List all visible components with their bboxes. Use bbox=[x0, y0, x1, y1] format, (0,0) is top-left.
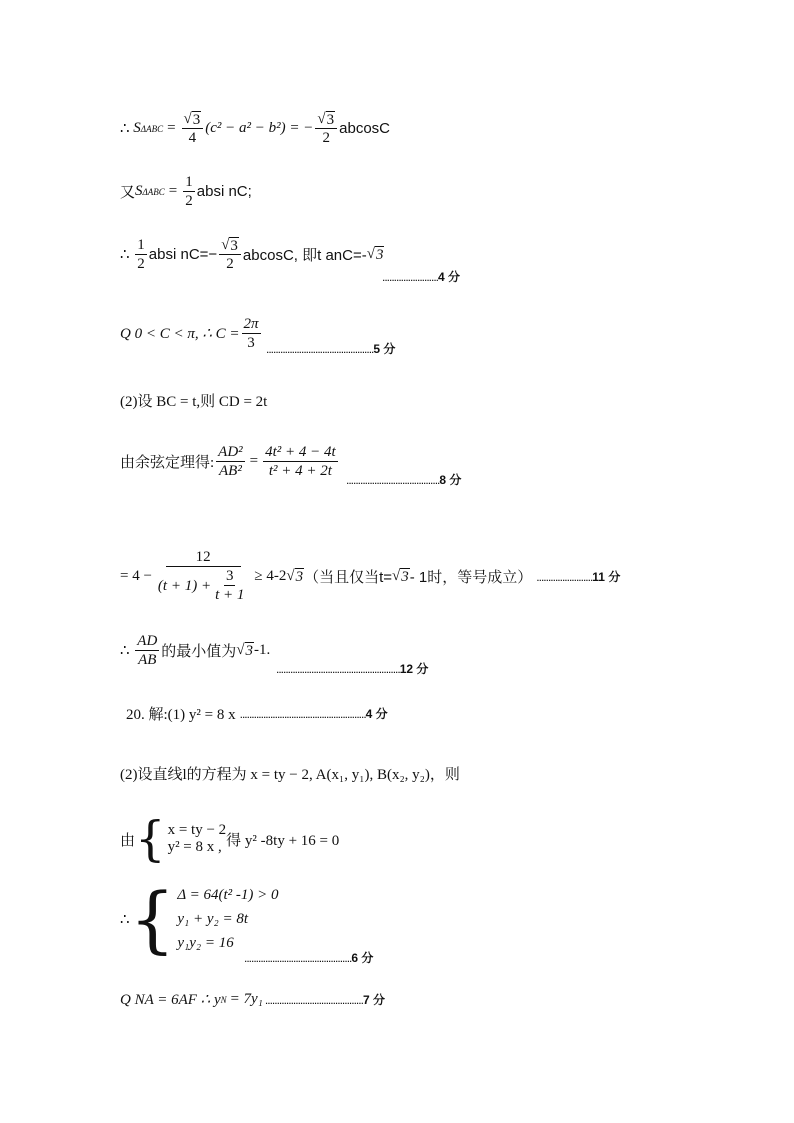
therefore-symbol: ∴ bbox=[120, 247, 130, 263]
label-you: 由 bbox=[120, 832, 136, 849]
score-leader: ..............................................5 分 bbox=[266, 342, 396, 356]
therefore-symbol: ∴ bbox=[120, 643, 130, 659]
expression-tail: abcosC bbox=[339, 120, 391, 137]
denominator: 2 bbox=[322, 130, 331, 146]
expression-start: = 4 − bbox=[120, 567, 152, 584]
equals: = bbox=[167, 120, 176, 136]
numerator: 1 bbox=[137, 237, 145, 253]
sqrt-radicand: 3 bbox=[192, 112, 201, 128]
system-substitution bbox=[120, 811, 340, 867]
vieta-system bbox=[120, 877, 279, 961]
numerator: AD bbox=[137, 633, 158, 649]
denominator-term: (t + 1) + bbox=[157, 577, 212, 594]
minimum-value-line: ∴ $\frac{AD}{AB}$ 的最小值为 √ 3 -1. bbox=[120, 633, 271, 668]
system-row: y₁ + y₂ = 8t bbox=[177, 911, 249, 927]
score-label: 7 分 bbox=[362, 993, 385, 1007]
expression-tail: abcosC, 即t anC=- bbox=[242, 247, 367, 264]
equation-area bbox=[120, 110, 390, 147]
expression: (c² − a² − b²) = − bbox=[205, 120, 314, 136]
line-equation-text: (2)设直线l的方程为 x = ty − 2, A(x₁, y₁), B(x₂, y₂)，则 bbox=[120, 767, 460, 783]
fraction-3-over-t1 bbox=[213, 567, 246, 604]
area-symbol: S bbox=[133, 120, 141, 136]
score-label: 4 分 bbox=[438, 270, 461, 284]
sqrt-radicand: 3 bbox=[326, 112, 335, 128]
score-label: 5 分 bbox=[373, 342, 396, 356]
cosine-law-label: 由余弦定理得: bbox=[120, 455, 215, 471]
system-row: x = ty − 2 bbox=[167, 822, 227, 838]
expression-mid: absi nC=− bbox=[148, 246, 218, 263]
denominator: t² + 4 + 2t bbox=[268, 463, 332, 479]
denominator: 4 bbox=[188, 130, 197, 146]
expression-tail: = 7y₁ bbox=[229, 991, 263, 1007]
q20-part1 bbox=[126, 703, 388, 724]
fraction-half bbox=[183, 173, 195, 210]
numerator: AD² bbox=[218, 444, 243, 460]
score-label: 4 分 bbox=[365, 707, 388, 721]
fraction-12-over-sum bbox=[156, 548, 250, 604]
angle-c-result bbox=[120, 315, 263, 352]
fraction-sqrt3-over-4: √ 3 4 bbox=[182, 110, 204, 147]
denominator: AB² bbox=[219, 463, 242, 479]
sqrt-radicand: 3 bbox=[245, 643, 254, 659]
area-subscript: ΔABC bbox=[142, 186, 165, 197]
fraction-sqrt3-over-2: √ 3 2 bbox=[219, 236, 241, 273]
left-brace: { bbox=[135, 811, 166, 867]
numerator: 4t² + 4 − 4t bbox=[265, 444, 336, 460]
denominator: t + 1 bbox=[215, 587, 245, 603]
score-leader: ..........................................7 分 bbox=[264, 993, 385, 1007]
therefore-symbol: ∴ bbox=[120, 911, 130, 928]
fraction-ad-ab bbox=[216, 443, 245, 480]
sqrt-radicand: 3 bbox=[375, 247, 384, 263]
fraction-ad-over-ab bbox=[135, 632, 159, 669]
expression-tail: absi nC; bbox=[196, 183, 252, 200]
expression-tail: -1. bbox=[254, 642, 271, 658]
cosine-law-line bbox=[120, 443, 340, 480]
equation-system bbox=[168, 822, 227, 856]
sqrt-radicand: 3 bbox=[295, 568, 304, 585]
therefore-symbol: ∴ bbox=[120, 121, 130, 137]
subscript: N bbox=[220, 994, 227, 1005]
system-row: y₁y₂ = 16 bbox=[177, 935, 234, 951]
denominator: 2 bbox=[137, 256, 145, 272]
ge-expression: ≥ 4-2 bbox=[254, 567, 287, 584]
system-row: y² = 8 x , bbox=[167, 839, 222, 855]
score-label: 11 分 bbox=[592, 569, 621, 584]
score-leader: ..............................................6 分 bbox=[244, 951, 374, 965]
area-formula bbox=[120, 173, 252, 210]
fraction-ratio bbox=[263, 443, 338, 480]
vector-relation bbox=[120, 990, 385, 1009]
score-label: 8 分 bbox=[439, 473, 462, 487]
equation-system bbox=[177, 883, 278, 955]
inequality-line: = 4 − 12 (t + 1) + $\frac{3}{t + 1}$ ≥ 4-2 √ 3 （当且仅当t= √ 3 - 1时，等号成立） ........................11 分 bbox=[120, 549, 621, 603]
area-symbol: S bbox=[135, 183, 143, 199]
fraction-half bbox=[135, 236, 147, 273]
numerator: 2π bbox=[243, 316, 259, 332]
minimum-label: 的最小值为 bbox=[161, 644, 237, 660]
equals: = bbox=[168, 183, 178, 199]
equals: = bbox=[249, 453, 259, 469]
system-row: Δ = 64(t² -1) > 0 bbox=[177, 887, 279, 903]
score-leader: ........................................8 分 bbox=[346, 473, 462, 487]
score-leader: ........................11 分 bbox=[536, 569, 621, 584]
quadratic-result: 得 y² -8ty + 16 = 0 bbox=[226, 832, 340, 849]
sqrt-radicand: 3 bbox=[401, 568, 409, 585]
numerator: 1 bbox=[185, 174, 193, 190]
q20-answer: 20. 解:(1) y² = 8 x bbox=[126, 707, 236, 723]
score-leader: ......................................................4 分 bbox=[239, 707, 388, 721]
score-label: 6 分 bbox=[351, 951, 374, 965]
sqrt-radicand: 3 bbox=[230, 238, 238, 254]
left-brace: { bbox=[129, 877, 176, 961]
denominator: 2 bbox=[226, 256, 234, 272]
label-you: 又 bbox=[120, 185, 136, 201]
denominator: AB bbox=[138, 652, 157, 668]
vector-expression: Q NA = 6AF ∴ y bbox=[120, 992, 221, 1008]
score-leader: .....................................................12 分 bbox=[276, 662, 429, 676]
score-leader: ........................4 分 bbox=[382, 270, 461, 284]
score-label: 12 分 bbox=[399, 662, 429, 676]
numerator: 12 bbox=[166, 548, 241, 567]
fraction-2pi-over-3 bbox=[242, 315, 261, 352]
line-equation-setup bbox=[120, 763, 460, 784]
denominator: 2 bbox=[185, 193, 193, 209]
part2-setup bbox=[120, 390, 267, 411]
part2-text: (2)设 BC = t,则 CD = 2t bbox=[120, 394, 268, 410]
denominator: 3 bbox=[247, 335, 255, 351]
condition-note-tail: - 1时，等号成立） bbox=[409, 568, 533, 586]
angle-expression: Q 0 < C < π, ∴ C = bbox=[120, 326, 240, 342]
fraction-sqrt3-over-2: √ 3 2 bbox=[315, 110, 337, 147]
numerator: 3 bbox=[225, 568, 234, 584]
condition-note: （当且仅当t= bbox=[304, 568, 393, 586]
tan-equation: ∴ $\frac{1}{2}$ absi nC=− √ 3 2 abcosC, 即t anC=- √ 3 bbox=[120, 237, 384, 272]
area-subscript: ΔABC bbox=[140, 123, 164, 134]
